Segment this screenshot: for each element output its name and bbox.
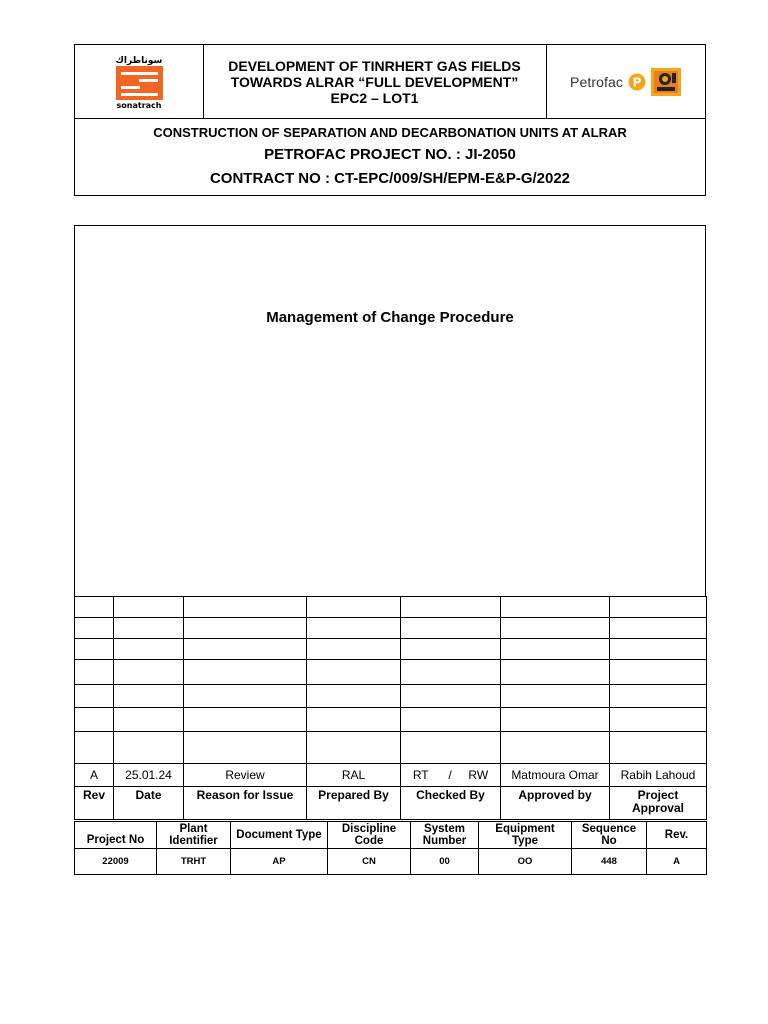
document-type-value: AP bbox=[231, 849, 328, 875]
revision-table bbox=[74, 596, 707, 820]
document-number-table bbox=[74, 821, 707, 875]
petrofac-logo-cell bbox=[546, 45, 705, 118]
reason-cell: Review bbox=[184, 764, 307, 787]
rev-header: Rev bbox=[75, 787, 114, 820]
project-subtitle: CONSTRUCTION OF SEPARATION AND DECARBONATION UNITS AT ALRAR bbox=[153, 125, 627, 140]
project-approval-header: Project Approval bbox=[610, 787, 707, 820]
document-type-label: Document Type bbox=[231, 822, 328, 849]
revision-row-empty bbox=[75, 732, 707, 764]
checked-by-header: Checked By bbox=[401, 787, 501, 820]
petrofac-project-number: PETROFAC PROJECT NO. : JI-2050 bbox=[264, 146, 516, 163]
equipment-type-value: OO bbox=[479, 849, 572, 875]
revision-row-latest bbox=[75, 764, 707, 787]
revision-row-empty bbox=[75, 685, 707, 708]
revision-row-empty bbox=[75, 597, 707, 618]
sonatrach-arabic-text: سوناطراك bbox=[115, 56, 163, 66]
approved-by-cell: Matmoura Omar bbox=[501, 764, 610, 787]
prepared-by-header: Prepared By bbox=[307, 787, 401, 820]
doc-number-value-row bbox=[75, 849, 707, 875]
svg-text:P: P bbox=[632, 75, 642, 89]
sequence-no-label: Sequence No bbox=[572, 822, 647, 849]
document-header bbox=[74, 44, 706, 196]
rev-cell: A bbox=[75, 764, 114, 787]
petrofac-logo-text: Petrofac bbox=[570, 73, 623, 90]
project-approval-cell: Rabih Lahoud bbox=[610, 764, 707, 787]
sonatrach-logo-cell bbox=[75, 45, 204, 118]
project-title-line: EPC2 – LOT1 bbox=[330, 89, 419, 106]
rev-value: A bbox=[647, 849, 707, 875]
project-no-value: 22009 bbox=[75, 849, 157, 875]
sonatrach-logo-icon bbox=[75, 45, 203, 118]
sonatrach-logo-text: sonatrach bbox=[116, 101, 162, 110]
reason-header: Reason for Issue bbox=[184, 787, 307, 820]
prepared-by-cell: RAL bbox=[307, 764, 401, 787]
document-body-frame bbox=[74, 225, 706, 597]
plant-identifier-label: Plant Identifier bbox=[157, 822, 231, 849]
project-title bbox=[203, 45, 547, 118]
project-no-label: Project No bbox=[75, 822, 157, 849]
client-emblem-icon bbox=[651, 68, 681, 96]
discipline-code-value: CN bbox=[328, 849, 411, 875]
project-title-line: DEVELOPMENT OF TINRHERT GAS FIELDS bbox=[228, 57, 521, 74]
rev-label: Rev. bbox=[647, 822, 707, 849]
system-number-label: System Number bbox=[411, 822, 479, 849]
header-top-row bbox=[75, 45, 705, 119]
plant-identifier-value: TRHT bbox=[157, 849, 231, 875]
document-title: Management of Change Procedure bbox=[266, 309, 514, 326]
revision-row-empty bbox=[75, 660, 707, 685]
project-title-line: TOWARDS ALRAR “FULL DEVELOPMENT” bbox=[230, 73, 519, 90]
petrofac-p-icon bbox=[628, 73, 646, 91]
revision-header-row bbox=[75, 787, 707, 820]
checked-by-cell: RT / RW bbox=[401, 764, 501, 787]
system-number-value: 00 bbox=[411, 849, 479, 875]
approved-by-header: Approved by bbox=[501, 787, 610, 820]
equipment-type-label: Equipment Type bbox=[479, 822, 572, 849]
revision-row-empty bbox=[75, 708, 707, 732]
sequence-no-value: 448 bbox=[572, 849, 647, 875]
doc-number-label-row bbox=[75, 822, 707, 849]
discipline-code-label: Discipline Code bbox=[328, 822, 411, 849]
header-bottom-row bbox=[75, 119, 705, 195]
contract-number: CONTRACT NO : CT-EPC/009/SH/EPM-E&P-G/2022 bbox=[209, 170, 571, 187]
date-header: Date bbox=[114, 787, 184, 820]
revision-row-empty bbox=[75, 618, 707, 639]
revision-row-empty bbox=[75, 639, 707, 660]
date-cell: 25.01.24 bbox=[114, 764, 184, 787]
